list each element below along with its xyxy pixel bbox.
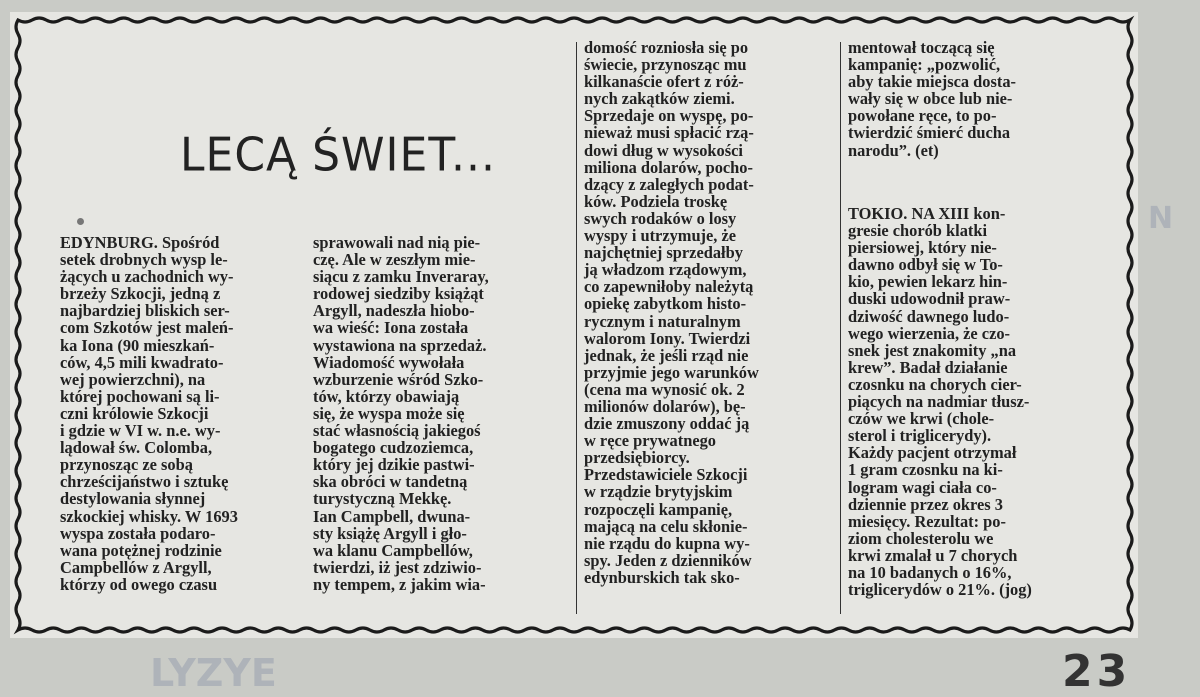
text-line: TOKIO. NA XIII kon- — [848, 204, 1006, 223]
text-line: wego wierzenia, że czo- — [848, 323, 1011, 343]
text-line: setek drobnych wysp le- — [60, 250, 228, 270]
article-clipping — [10, 12, 1138, 638]
text-line: aby takie miejsca dosta- — [848, 72, 1016, 92]
text-line: Przedstawiciele Szkocji — [584, 465, 748, 485]
text-line: twierdzi, iż jest zdziwio- — [313, 557, 482, 577]
text-line: opiekę zabytkom histo- — [584, 294, 747, 314]
text-line: dowi dług w wysokości — [584, 140, 743, 160]
text-line: wzburzenie wśród Szko- — [313, 369, 484, 389]
text-line: ny tempem, z jakim wia- — [313, 574, 486, 594]
text-line: Campbellów z Argyll, — [60, 557, 212, 577]
text-line: dzący z zaległych podat- — [584, 174, 754, 194]
text-line: przedsiębiorcy. — [584, 448, 690, 468]
text-line: nieważ musi spłacić rzą- — [584, 123, 754, 143]
text-line: logram wagi ciała co- — [848, 477, 997, 497]
text-line: mającą na celu skłonie- — [584, 516, 748, 536]
text-line: narodu”. (et) — [848, 140, 939, 160]
text-line: sty książę Argyll i gło- — [313, 523, 467, 543]
text-line: wana potężnej rodzinie — [60, 540, 222, 560]
text-line: czów we krwi (chole- — [848, 409, 995, 429]
text-line: ka Iona (90 mieszkań- — [60, 335, 215, 355]
text-line: najbardziej bliskich ser- — [60, 301, 230, 321]
text-line: tów, którzy obawiają — [313, 386, 460, 406]
text-line: kilkanaście ofert z róż- — [584, 72, 744, 92]
text-line: mentował toczącą się — [848, 38, 995, 57]
text-line: czę. Ale w zeszłym mie- — [313, 250, 476, 270]
text-line: nie rządu do kupna wy- — [584, 533, 750, 553]
text-line: turystyczną Mekkę. — [313, 489, 452, 509]
text-line: chrześcijaństwo i sztukę — [60, 472, 229, 492]
column-4-top — [848, 39, 1016, 159]
text-line: dzie zmuszony oddać ją — [584, 414, 750, 434]
text-line: miliona dolarów, pocho- — [584, 157, 753, 177]
text-line: edynburskich tak sko- — [584, 567, 740, 587]
text-line: snek jest znakomity „na — [848, 340, 1017, 360]
text-line: dawno odbył się w To- — [848, 255, 1003, 275]
text-line: stać własnością jakiegoś — [313, 421, 481, 441]
text-line: brzeży Szkocji, jedną z — [60, 284, 221, 304]
text-line: com Szkotów jest maleń- — [60, 318, 234, 338]
text-line: spy. Jeden z dzienników — [584, 550, 752, 570]
text-line: 1 gram czosnku na ki- — [848, 460, 1003, 480]
text-line: Wiadomość wywołała — [313, 352, 465, 372]
text-line: duski udowodnił praw- — [848, 289, 1011, 309]
text-line: i gdzie w VI w. n.e. wy- — [60, 421, 221, 441]
text-line: ziom cholesterolu we — [848, 528, 994, 548]
column-2 — [313, 234, 489, 593]
text-line: na 10 badanych o 16%, — [848, 562, 1012, 582]
text-line: czni królowie Szkocji — [60, 403, 209, 423]
column-1 — [60, 234, 238, 593]
text-line: świecie, przynosząc mu — [584, 55, 747, 75]
text-line: twierdzić śmierć ducha — [848, 123, 1011, 143]
text-line: którzy od owego czasu — [60, 574, 218, 594]
text-line: ków. Podziela troskę — [584, 191, 728, 211]
text-line: EDYNBURG. Spośród — [60, 233, 220, 252]
text-line: rozpoczęli kampanię, — [584, 499, 733, 519]
text-line: krwi zmalał u 7 chorych — [848, 545, 1018, 565]
column-3 — [584, 39, 759, 586]
bleed-through-text: N — [1148, 201, 1174, 236]
text-line: żących u zachodnich wy- — [60, 267, 234, 287]
text-line: w rządzie brytyjskim — [584, 482, 733, 502]
text-line: wyspy i utrzymuje, że — [584, 226, 737, 246]
text-line: sprawowali nad nią pie- — [313, 233, 481, 252]
text-line: gresie chorób klatki — [848, 221, 988, 241]
text-line: ją władzom rządowym, — [584, 260, 747, 280]
bleed-through-text: LYZYE — [150, 651, 277, 695]
text-line: w ręce prywatnego — [584, 431, 716, 451]
text-line: wa wieść: Iona została — [313, 318, 469, 338]
text-line: wystawiona na sprzedaż. — [313, 335, 487, 355]
text-line: ska obróci w tandetną — [313, 472, 468, 492]
text-line: ców, 4,5 mili kwadrato- — [60, 352, 224, 372]
text-line: piących na nadmiar tłusz- — [848, 392, 1030, 412]
text-line: wa klanu Campbellów, — [313, 540, 473, 560]
text-line: miesięcy. Rezultat: po- — [848, 511, 1006, 531]
text-line: powołane ręce, to po- — [848, 106, 997, 126]
text-line: czosnku na chorych cier- — [848, 374, 1022, 394]
text-line: Ian Campbell, dwuna- — [313, 506, 471, 526]
text-line: sterol i triglicerydy). — [848, 426, 992, 446]
text-line: domość rozniosła się po — [584, 38, 749, 57]
text-line: milionów dolarów), bę- — [584, 396, 746, 416]
text-line: wej powierzchni), na — [60, 369, 206, 389]
text-line: bogatego cudzoziemca, — [313, 438, 474, 458]
headline: LECĄ ŚWIET... — [180, 128, 496, 183]
text-line: rodowej siedziby książąt — [313, 284, 484, 304]
column-rule — [840, 42, 841, 614]
text-line: rycznym i naturalnym — [584, 311, 741, 331]
text-line: nych zakątków ziemi. — [584, 89, 735, 109]
text-line: jednak, że jeśli rząd nie — [584, 345, 749, 365]
text-line: Argyll, nadeszła hiobo- — [313, 301, 475, 321]
text-line: (cena ma wynosić ok. 2 — [584, 379, 745, 399]
text-line: który jej dzikie pastwi- — [313, 455, 475, 475]
text-line: piersiowej, który nie- — [848, 238, 997, 258]
text-line: siącu z zamku Inveraray, — [313, 267, 489, 287]
text-line: co zapewniłoby należytą — [584, 277, 754, 297]
text-line: lądował św. Colomba, — [60, 438, 213, 458]
text-line: Każdy pacjent otrzymał — [848, 443, 1017, 463]
text-line: się, że wyspa może się — [313, 403, 465, 423]
bullet-dot — [77, 218, 84, 225]
text-line: dziwość dawnego ludo- — [848, 306, 1010, 326]
text-line: triglicerydów o 21%. (jog) — [848, 580, 1032, 600]
text-line: destylowania słynnej — [60, 489, 206, 509]
text-line: której pochowani są li- — [60, 386, 220, 406]
text-line: krew”. Badał działanie — [848, 357, 1008, 377]
page-number: 23 — [1062, 646, 1132, 697]
text-line: wyspa została podaro- — [60, 523, 216, 543]
column-4-bottom — [848, 205, 1032, 598]
text-line: swych rodaków o losy — [584, 208, 737, 228]
column-rule — [576, 42, 577, 614]
text-line: kampanię: „pozwolić, — [848, 55, 1001, 75]
text-line: wały się w obce lub nie- — [848, 89, 1013, 109]
text-line: przyjmie jego warunków — [584, 362, 759, 382]
text-line: szkockiej whisky. W 1693 — [60, 506, 238, 526]
text-line: najchętniej sprzedałby — [584, 243, 743, 263]
text-line: dziennie przez okres 3 — [848, 494, 1003, 514]
text-line: Sprzedaje on wyspę, po- — [584, 106, 754, 126]
text-line: walorom Iony. Twierdzi — [584, 328, 751, 348]
text-line: przynosząc ze sobą — [60, 455, 193, 475]
text-line: kio, pewien lekarz hin- — [848, 272, 1008, 292]
